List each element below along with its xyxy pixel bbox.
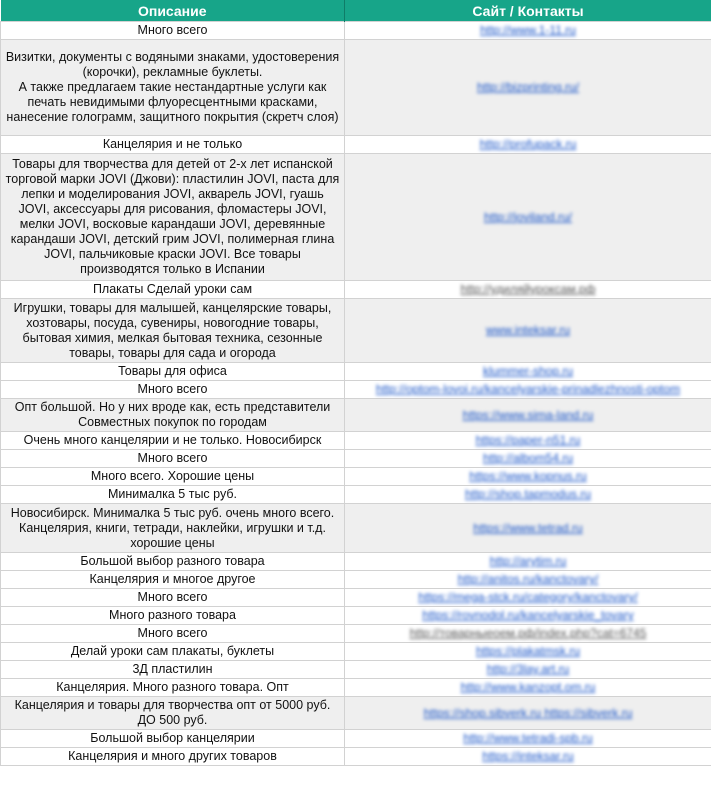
- site-link[interactable]: http://shop.tapmodus.ru: [464, 487, 592, 501]
- site-link[interactable]: http://profupack.ru: [479, 137, 577, 151]
- description-cell[interactable]: Минималка 5 тыс руб.: [1, 486, 345, 504]
- site-link[interactable]: http://joviland.ru/: [483, 209, 573, 224]
- description-cell[interactable]: Канцелярия. Много разного товара. Опт: [1, 679, 345, 697]
- description-cell[interactable]: Много всего: [1, 589, 345, 607]
- site-link[interactable]: http://www.kanzopt.om.ru: [460, 680, 596, 694]
- header-row: [1, 0, 711, 22]
- site-cell[interactable]: [345, 136, 711, 154]
- site-cell[interactable]: [345, 661, 711, 679]
- site-cell[interactable]: [345, 450, 711, 468]
- site-link[interactable]: https://plakatmsk.ru: [475, 644, 581, 658]
- table-row: [1, 40, 711, 136]
- site-cell[interactable]: [345, 625, 711, 643]
- table-row: [1, 136, 711, 154]
- site-link[interactable]: http://www.tetradi-spb.ru: [463, 731, 593, 745]
- site-cell[interactable]: [345, 697, 711, 730]
- site-link[interactable]: klummer-shop.ru: [482, 364, 574, 378]
- description-cell[interactable]: Делай уроки сам плакаты, буклеты: [1, 643, 345, 661]
- site-cell[interactable]: [345, 399, 711, 432]
- site-cell[interactable]: [345, 679, 711, 697]
- description-cell[interactable]: Очень много канцелярии и не только. Новосибирск: [1, 432, 345, 450]
- site-link[interactable]: http://anitos.ru/kanctovary/: [457, 572, 599, 586]
- description-cell[interactable]: Большой выбор разного товара: [1, 553, 345, 571]
- table-row: [1, 679, 711, 697]
- table-row: [1, 504, 711, 553]
- site-cell[interactable]: [345, 432, 711, 450]
- description-cell[interactable]: Большой выбор канцелярии: [1, 730, 345, 748]
- table-row: [1, 399, 711, 432]
- site-link[interactable]: http://товарныеоем.рф/index.php?cat=6745: [409, 626, 647, 640]
- site-link[interactable]: https://rovnodol.ru/kancelyarskie_tovary: [422, 608, 634, 622]
- table-row: [1, 381, 711, 399]
- description-cell[interactable]: Игрушки, товары для малышей, канцелярские товары, хозтовары, посуда, сувениры, новогодние товары, бытовая химия, мелкая бытовая техника, сезонные товары, товары для сада и огорода: [1, 299, 345, 363]
- site-link[interactable]: https://mega-stck.ru/category/kanctovary/: [418, 590, 638, 604]
- description-cell[interactable]: Визитки, документы с водяными знаками, удостоверения (корочки), рекламные буклеты. А также предлагаем такие нестандартные услуги как печать невидимыми флуоресцентными красками, нанесение голограмм, защитного покрытия (скретч слоя): [1, 40, 345, 136]
- table-row: [1, 625, 711, 643]
- site-link[interactable]: https://shop.sibverk.ru https://sibverk.ru: [423, 705, 633, 720]
- site-link[interactable]: http://optom-lovoi.ru/kancelyarskie-prinadlezhnosti-optom: [375, 382, 681, 396]
- site-link[interactable]: http://bizprinting.ru/: [476, 80, 580, 94]
- table-row: [1, 450, 711, 468]
- site-cell[interactable]: [345, 381, 711, 399]
- table-row: [1, 607, 711, 625]
- site-link[interactable]: https://www.tetrad.ru: [473, 520, 583, 535]
- table-row: [1, 748, 711, 766]
- site-cell[interactable]: [345, 571, 711, 589]
- site-cell[interactable]: [345, 486, 711, 504]
- header-description[interactable]: Описание: [1, 0, 345, 22]
- site-cell[interactable]: [345, 643, 711, 661]
- table-row: [1, 299, 711, 363]
- site-link[interactable]: https://www.kopnus.ru: [469, 469, 587, 483]
- site-cell[interactable]: [345, 40, 711, 136]
- description-cell[interactable]: Много всего: [1, 450, 345, 468]
- site-link[interactable]: http://3lay.art.ru: [486, 662, 570, 676]
- table-row: [1, 571, 711, 589]
- description-cell[interactable]: Канцелярия и многое другое: [1, 571, 345, 589]
- description-cell[interactable]: Много всего. Хорошие цены: [1, 468, 345, 486]
- table-row: [1, 154, 711, 281]
- description-cell[interactable]: Много разного товара: [1, 607, 345, 625]
- site-link[interactable]: https://inteksar.ru: [482, 749, 574, 763]
- table-row: [1, 730, 711, 748]
- site-cell[interactable]: [345, 589, 711, 607]
- site-cell[interactable]: [345, 154, 711, 281]
- table-row: [1, 468, 711, 486]
- table-row: [1, 589, 711, 607]
- table-row: [1, 363, 711, 381]
- site-cell[interactable]: [345, 363, 711, 381]
- description-cell[interactable]: Много всего: [1, 625, 345, 643]
- description-cell[interactable]: Товары для творчества для детей от 2-х лет испанской торговой марки JOVI (Джови): пластилин JOVI, паста для лепки и моделирования JOVI, акварель JOVI, гуашь JOVI, аксессуары для рисования, фломастеры JOVI, мелки JOVI, восковые карандаши JOVI, деревянные карандаши JOVI, детский грим JOVI, полимерная глина JOVI, пальчиковые краски JOVI. Все товары производятся только в Испании: [1, 154, 345, 281]
- table-row: [1, 643, 711, 661]
- description-cell[interactable]: Много всего: [1, 381, 345, 399]
- site-cell[interactable]: [345, 468, 711, 486]
- site-cell[interactable]: [345, 22, 711, 40]
- site-link[interactable]: http://albom54.ru: [482, 451, 574, 465]
- description-cell[interactable]: Канцелярия и много других товаров: [1, 748, 345, 766]
- site-link[interactable]: https://paper-n51.ru: [475, 433, 581, 447]
- description-cell[interactable]: Опт большой. Но у них вроде как, есть представители Совместных покупок по городам: [1, 399, 345, 432]
- site-link[interactable]: http://удиляйуроксам.рф: [460, 282, 596, 296]
- description-cell[interactable]: Товары для офиса: [1, 363, 345, 381]
- table-row: [1, 281, 711, 299]
- site-cell[interactable]: [345, 299, 711, 363]
- table-row: [1, 432, 711, 450]
- site-link[interactable]: https://www.sima-land.ru: [462, 407, 594, 422]
- description-cell[interactable]: Канцелярия и товары для творчества опт от 5000 руб. ДО 500 руб.: [1, 697, 345, 730]
- description-cell[interactable]: Новосибирск. Минималка 5 тыс руб. очень много всего. Канцелярия, книги, тетради, наклейки, игрушки и т.д. хорошие цены: [1, 504, 345, 553]
- table-row: [1, 22, 711, 40]
- description-cell[interactable]: Плакаты Сделай уроки сам: [1, 281, 345, 299]
- table-row: [1, 697, 711, 730]
- header-site-contacts[interactable]: Сайт / Контакты: [345, 0, 711, 22]
- description-cell[interactable]: Много всего: [1, 22, 345, 40]
- table-row: [1, 661, 711, 679]
- site-link[interactable]: www.inteksar.ru: [485, 323, 571, 337]
- site-cell[interactable]: [345, 553, 711, 571]
- site-cell[interactable]: [345, 281, 711, 299]
- table-row: [1, 553, 711, 571]
- site-cell[interactable]: [345, 504, 711, 553]
- description-cell[interactable]: Канцелярия и не только: [1, 136, 345, 154]
- site-cell[interactable]: [345, 607, 711, 625]
- table-row: [1, 486, 711, 504]
- description-cell[interactable]: 3Д пластилин: [1, 661, 345, 679]
- site-link[interactable]: http://www.1-11.ru: [480, 23, 576, 37]
- site-cell[interactable]: [345, 748, 711, 766]
- site-link[interactable]: http://arytim.ru: [489, 554, 567, 568]
- site-cell[interactable]: [345, 730, 711, 748]
